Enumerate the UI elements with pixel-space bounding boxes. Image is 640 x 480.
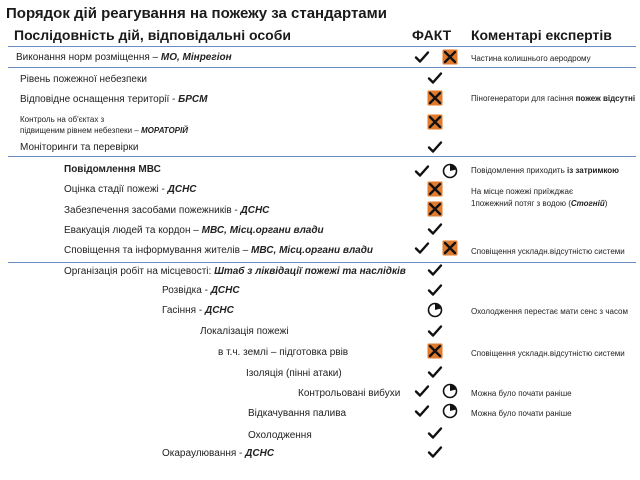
row-comment: Охолодження перестає мати сенс з часом — [471, 307, 628, 316]
cross-icon — [427, 343, 443, 359]
row-text: Повідомлення МВС — [64, 164, 161, 175]
row-comment: Частина колишнього аеродрому — [471, 54, 591, 63]
row-comment: Можна було почати раніше — [471, 409, 572, 418]
check-icon — [427, 444, 443, 460]
row-text: Ізоляція (пінні атаки) — [246, 368, 342, 379]
page-title: Порядок дій реагування на пожежу за стандартами — [6, 5, 387, 22]
row-text: Оцінка стадії пожежі - ДСНС — [64, 184, 197, 195]
row-comment: Піногенератори для гасіння пожеж відсутні — [471, 94, 636, 103]
check-icon — [414, 240, 430, 256]
header-sequence: Послідовність дій, відповідальні особи — [14, 27, 291, 43]
row-text: Забезпечення засобами пожежників - ДСНС — [64, 205, 270, 216]
header-comments: Коментарі експертів — [471, 27, 612, 43]
cross-icon — [442, 240, 458, 256]
row-text: в т.ч. землі – підготовка рвів — [218, 347, 349, 358]
row-text: Розвідка - ДСНС — [162, 285, 240, 296]
row-comment: Повідомлення приходить із затримкою — [471, 166, 619, 175]
divider — [8, 156, 636, 157]
row-text: Моніторинги та перевірки — [20, 142, 139, 153]
row-text: Евакуація людей та кордон – МВС, Місц.органи влади — [64, 225, 324, 236]
clock-icon — [427, 302, 443, 318]
check-icon — [427, 425, 443, 441]
cross-icon — [427, 90, 443, 106]
row-comment: Сповіщення ускладн.відсутністю системи — [471, 349, 625, 358]
divider — [8, 262, 636, 263]
row-text: Виконання норм розміщення – МО, Мінрегіон — [16, 52, 232, 63]
row-text: Охолодження — [248, 430, 312, 441]
check-icon — [427, 262, 443, 278]
clock-icon — [442, 403, 458, 419]
row-text: Контрольовані вибухи — [298, 388, 401, 399]
row-comment: Сповіщення ускладн.відсутністю системи — [471, 247, 625, 256]
check-icon — [427, 364, 443, 380]
clock-icon — [442, 163, 458, 179]
check-icon — [414, 383, 430, 399]
cross-icon — [427, 114, 443, 130]
row-text: Відповідне оснащення території - БРСМ — [20, 94, 208, 105]
row-comment: На місце пожежі приїжджає 1пожежний потяг з водою (Стогній) — [471, 187, 608, 208]
check-icon — [427, 139, 443, 155]
check-icon — [427, 70, 443, 86]
clock-icon — [442, 383, 458, 399]
check-icon — [427, 282, 443, 298]
row-text: Відкачування палива — [248, 408, 347, 419]
row-comment: Можна було почати раніше — [471, 389, 572, 398]
row-text: Сповіщення та інформування жителів – МВС, Місц.органи влади — [64, 245, 374, 256]
row-text: Організація робіт на місцевості: Штаб з ліквідації пожежі та наслідків — [64, 266, 406, 277]
row-text: Рівень пожежної небезпеки — [20, 74, 147, 85]
check-icon — [427, 221, 443, 237]
check-icon — [427, 323, 443, 339]
header-fact: ФАКТ — [412, 27, 452, 43]
row-text: Контроль на об'єктах з підвищеним рівнем небезпеки – МОРАТОРІЙ — [20, 115, 188, 135]
check-icon — [414, 403, 430, 419]
cross-icon — [427, 201, 443, 217]
row-text: Локалізація пожежі — [200, 326, 289, 337]
check-icon — [414, 49, 430, 65]
cross-icon — [442, 49, 458, 65]
divider — [8, 67, 636, 68]
row-text: Гасіння - ДСНС — [162, 305, 234, 316]
cross-icon — [427, 181, 443, 197]
check-icon — [414, 163, 430, 179]
divider — [8, 46, 636, 47]
row-text: Окараулювання - ДСНС — [162, 448, 275, 459]
